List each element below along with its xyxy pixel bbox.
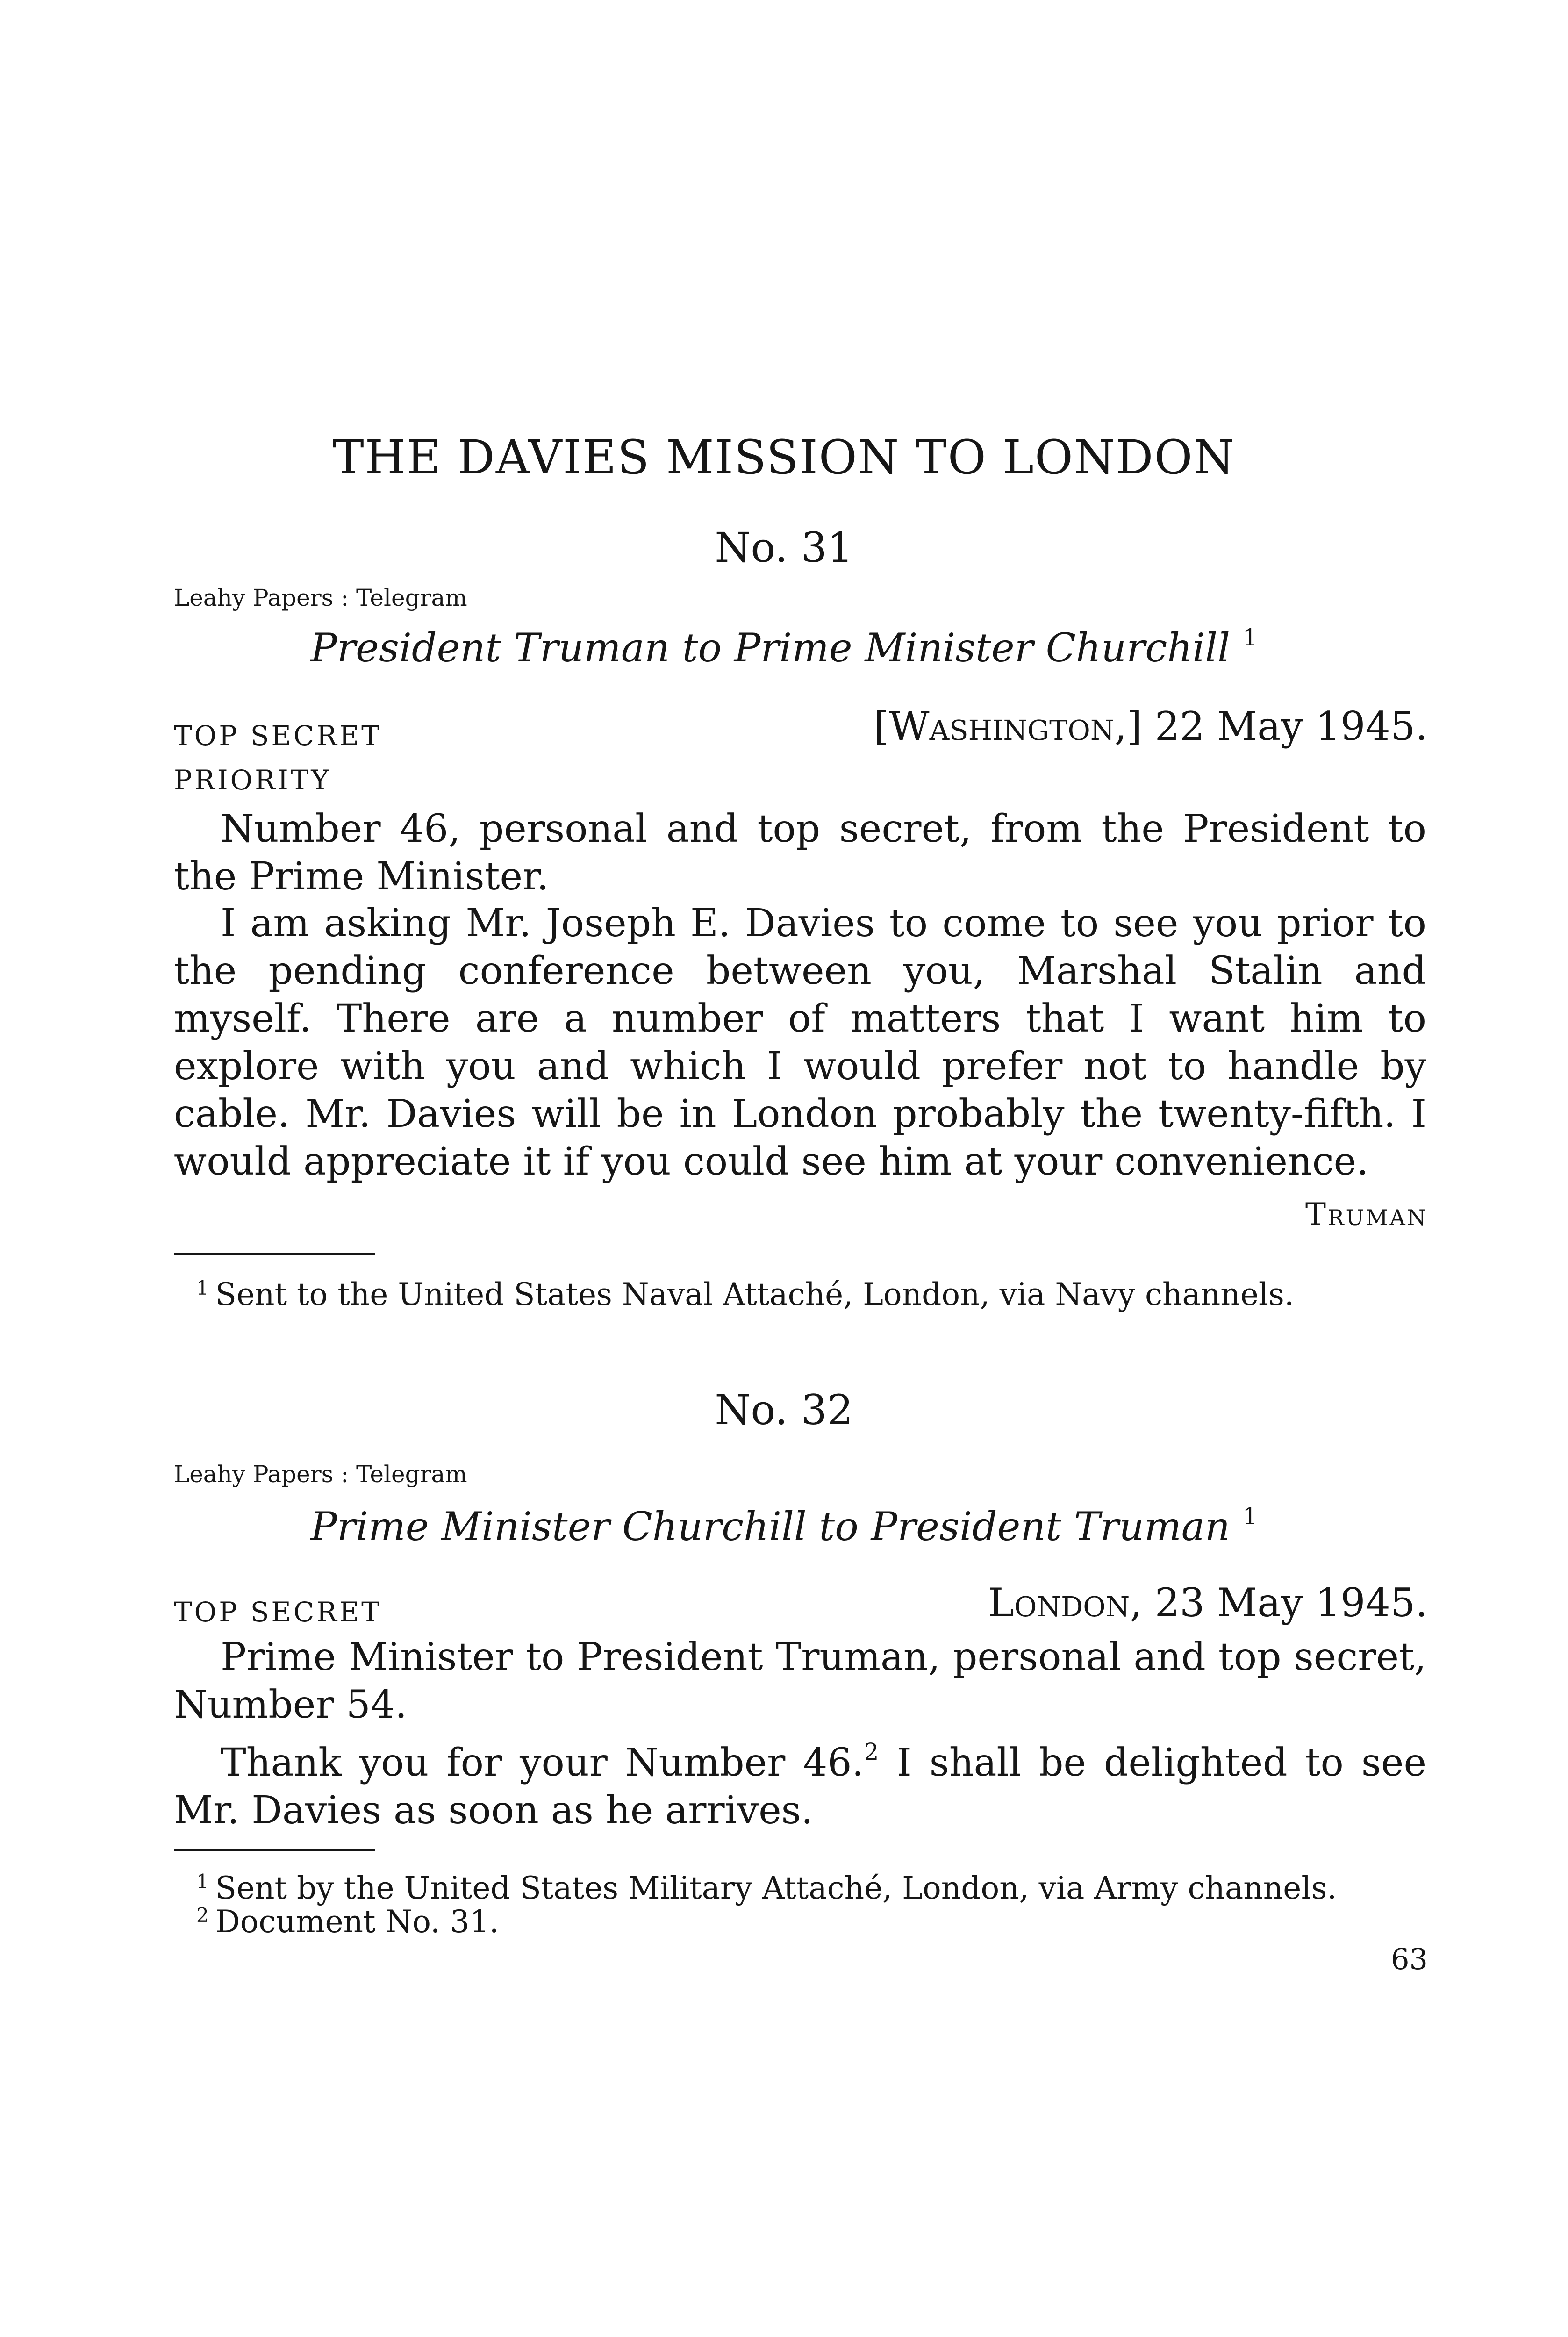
dateline-place: London, bbox=[988, 1580, 1142, 1626]
heading-text: President Truman to Prime Minister Churchill bbox=[310, 625, 1230, 671]
footnote-text: Sent to the United States Naval Attaché, London, via Navy channels. bbox=[215, 1276, 1294, 1312]
signature: Truman bbox=[1305, 1197, 1428, 1233]
paragraph-text: Thank you for your Number 46. bbox=[221, 1741, 864, 1785]
priority-label: PRIORITY bbox=[174, 764, 331, 796]
footnote-mark: 1 bbox=[196, 1276, 209, 1299]
paragraph-text: I shall be delighted to see Mr. Davies as soon as he arrives. bbox=[174, 1741, 1426, 1833]
footnote bbox=[196, 1899, 499, 1939]
footnote-divider bbox=[174, 1849, 375, 1851]
paragraph: Prime Minister to President Truman, personal and top secret, Number 54. bbox=[174, 1635, 1426, 1727]
classification-label: TOP SECRET bbox=[174, 1596, 382, 1628]
footnote-mark: 2 bbox=[196, 1904, 209, 1927]
heading-footnote-mark: 1 bbox=[1242, 624, 1258, 651]
document-heading bbox=[0, 1503, 1568, 1549]
dateline bbox=[988, 1580, 1428, 1626]
paragraph: Number 46, personal and top secret, from the President to the Prime Minister. bbox=[174, 807, 1426, 899]
footnote-divider bbox=[174, 1253, 375, 1255]
running-title: THE DAVIES MISSION TO LONDON bbox=[332, 430, 1236, 485]
classification-label: TOP SECRET bbox=[174, 720, 382, 752]
document-number: No. 32 bbox=[715, 1386, 853, 1434]
dateline-place: [Washington,] bbox=[873, 703, 1142, 749]
footnote bbox=[196, 1271, 1294, 1312]
footnote-mark: 1 bbox=[196, 1870, 209, 1893]
heading-footnote-mark: 1 bbox=[1242, 1503, 1258, 1530]
footnote-text: Sent by the United States Military Attaché, London, via Army channels. bbox=[215, 1870, 1337, 1906]
heading-text: Prime Minister Churchill to President Truman bbox=[310, 1504, 1230, 1549]
document-heading bbox=[0, 624, 1568, 671]
paragraph bbox=[174, 1728, 1426, 1835]
dateline-date: 23 May 1945. bbox=[1154, 1580, 1428, 1626]
footnote-text: Document No. 31. bbox=[215, 1904, 499, 1940]
dateline bbox=[874, 703, 1428, 749]
dateline-date: 22 May 1945. bbox=[1154, 703, 1428, 749]
document-source: Leahy Papers : Telegram bbox=[174, 1461, 467, 1488]
paragraph-footnote-mark: 2 bbox=[864, 1738, 879, 1765]
document-number: No. 31 bbox=[715, 523, 853, 572]
document-source: Leahy Papers : Telegram bbox=[174, 584, 467, 611]
paragraph: I am asking Mr. Joseph E. Davies to come to see you prior to the pending conference between you, Marshal Stalin and myself. There are a number of matters that I want him to explore with you and which I would prefer not to handle by cable. Mr. Davies will be in London probably the twenty-fifth. I would appreciate it if you could see him at your convenience. bbox=[174, 901, 1426, 1184]
page-number: 63 bbox=[1391, 1942, 1428, 1976]
